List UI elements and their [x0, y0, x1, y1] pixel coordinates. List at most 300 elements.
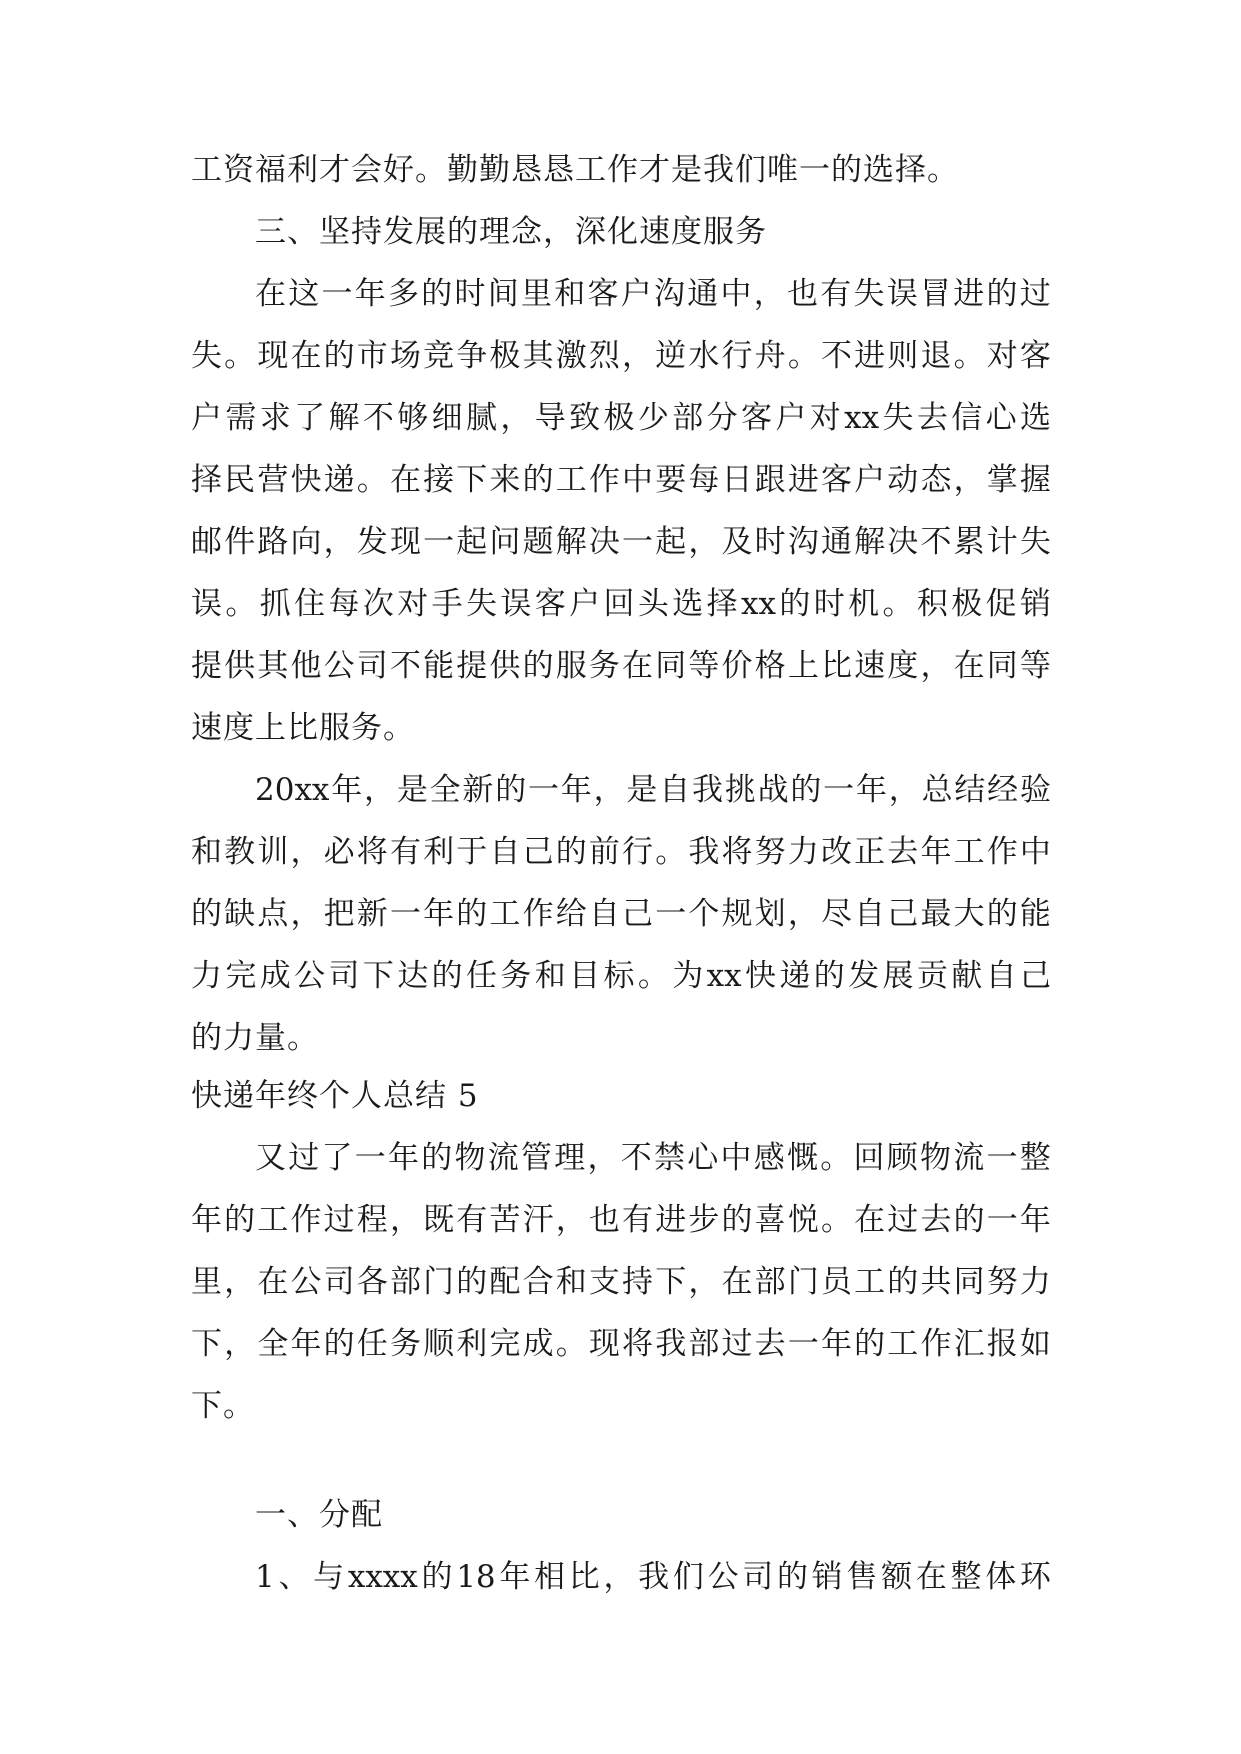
glyph: 的: [421, 1140, 453, 1176]
glyph: 自: [985, 958, 1017, 994]
glyph: 烈: [588, 338, 620, 374]
glyph: 。: [820, 1202, 852, 1238]
glyph: 去: [916, 400, 948, 436]
glyph: 累: [953, 524, 985, 560]
glyph: 在: [622, 648, 654, 684]
glyph: 在: [389, 462, 421, 498]
glyph: 作: [522, 896, 554, 932]
glyph: 年: [855, 772, 887, 808]
glyph: 献: [951, 958, 983, 994]
glyph: 作: [290, 1202, 322, 1238]
glyph: 苦: [489, 1202, 521, 1238]
glyph: 的: [779, 586, 811, 622]
glyph: 通: [820, 524, 852, 560]
glyph: 公: [323, 648, 355, 684]
glyph: 汇: [953, 1326, 985, 1362]
glyph: 。: [224, 338, 256, 374]
glyph: 的: [456, 896, 488, 932]
glyph: 场: [389, 338, 421, 374]
glyph: 对: [397, 586, 429, 622]
glyph: 格: [754, 648, 786, 684]
glyph: 下: [191, 1326, 222, 1362]
glyph: 这: [288, 276, 320, 312]
glyph: ，: [290, 896, 322, 932]
paragraph-line: 下。: [191, 1388, 255, 1424]
paragraph-line: [191, 1324, 1051, 1364]
glyph: 多: [388, 276, 419, 312]
glyph: 了: [294, 400, 326, 436]
glyph: ，: [224, 1326, 256, 1362]
glyph: ，: [587, 1140, 619, 1176]
glyph: 结: [954, 772, 986, 808]
glyph: 是: [396, 772, 428, 808]
glyph: 解: [555, 524, 587, 560]
glyph: 误: [886, 276, 918, 312]
glyph: 全: [257, 1326, 289, 1362]
document-subtitle: 快递年终个人总结 5: [191, 1078, 479, 1114]
glyph: 。: [787, 338, 819, 374]
glyph: 有: [456, 1202, 488, 1238]
glyph: 共: [920, 1264, 952, 1300]
glyph: 掌: [986, 462, 1018, 498]
glyph: ，: [753, 276, 785, 312]
glyph: 里: [191, 1264, 222, 1300]
glyph: 求: [259, 400, 291, 436]
glyph: 退: [920, 338, 952, 374]
glyph: 新: [356, 896, 388, 932]
glyph: 工: [887, 1326, 919, 1362]
glyph: 快: [290, 462, 322, 498]
glyph: 下: [456, 462, 488, 498]
paragraph-line: [191, 646, 1051, 686]
glyph: 额: [881, 1559, 913, 1595]
glyph: 同: [953, 1264, 985, 1300]
glyph: 有: [820, 276, 852, 312]
glyph: 20xx: [255, 772, 330, 808]
glyph: 自: [489, 834, 521, 870]
glyph: 一: [354, 1140, 386, 1176]
glyph: 步: [688, 1202, 720, 1238]
glyph: 一: [655, 896, 687, 932]
glyph: 沟: [654, 276, 685, 312]
glyph: 和: [191, 834, 222, 870]
glyph: 18: [456, 1559, 496, 1595]
glyph: 户: [854, 462, 886, 498]
glyph: 选: [1019, 400, 1051, 436]
glyph: 回: [603, 586, 635, 622]
glyph: 择: [191, 462, 222, 498]
glyph: 过: [1019, 276, 1051, 312]
glyph: 进: [655, 1202, 687, 1238]
glyph: xx: [844, 400, 880, 436]
glyph: ，: [500, 400, 532, 436]
paragraph-line: [191, 398, 1051, 438]
glyph: 教: [224, 834, 256, 870]
paragraph-line: [255, 274, 1051, 314]
paragraph-line: [191, 460, 1051, 500]
paragraph-line: [191, 956, 1051, 996]
glyph: 年: [1019, 1202, 1051, 1238]
glyph: 住: [294, 586, 326, 622]
glyph: 年: [388, 1140, 419, 1176]
glyph: 任: [466, 958, 497, 994]
glyph: 整: [950, 1559, 982, 1595]
glyph: 支: [588, 1264, 620, 1300]
glyph: 进: [854, 338, 886, 374]
glyph: 择: [706, 586, 738, 622]
glyph: 大: [953, 896, 985, 932]
glyph: 他: [290, 648, 322, 684]
paragraph-line: [255, 1557, 1051, 1597]
glyph: 计: [986, 524, 1018, 560]
glyph: 的: [431, 958, 463, 994]
glyph: 前: [588, 834, 620, 870]
glyph: 为: [672, 958, 704, 994]
glyph: 自: [588, 896, 620, 932]
glyph: 决: [887, 524, 919, 560]
glyph: 自: [659, 772, 691, 808]
glyph: 又: [255, 1140, 286, 1176]
glyph: 顺: [423, 1326, 455, 1362]
glyph: 于: [456, 834, 488, 870]
paragraph-line: [255, 1138, 1051, 1178]
glyph: 新: [462, 772, 494, 808]
glyph: 务: [389, 1326, 421, 1362]
glyph: 在: [257, 1264, 289, 1300]
glyph: 行: [622, 834, 654, 870]
glyph: 误: [191, 586, 222, 622]
glyph: 比: [568, 1559, 600, 1595]
paragraph-line: [191, 584, 1051, 624]
glyph: 缺: [224, 896, 256, 932]
glyph: 现: [389, 524, 421, 560]
glyph: 我: [691, 772, 723, 808]
glyph: 一: [986, 1140, 1018, 1176]
glyph: 力: [1019, 1264, 1051, 1300]
glyph: ，: [953, 462, 985, 498]
glyph: 起: [456, 524, 488, 560]
glyph: 工: [854, 1264, 886, 1300]
glyph: 流: [487, 1140, 519, 1176]
glyph: 。: [820, 1140, 852, 1176]
glyph: 物: [454, 1140, 486, 1176]
glyph: 感: [753, 1140, 785, 1176]
glyph: 选: [672, 586, 704, 622]
glyph: 工: [555, 462, 587, 498]
glyph: 的: [495, 772, 527, 808]
glyph: 每: [688, 462, 720, 498]
paragraph-line: [191, 522, 1051, 562]
glyph: 利: [423, 834, 455, 870]
glyph: ，: [593, 772, 625, 808]
glyph: 。: [225, 586, 257, 622]
glyph: 在: [915, 1559, 947, 1595]
glyph: 我: [638, 1559, 670, 1595]
glyph: 禁: [654, 1140, 685, 1176]
glyph: 汗: [522, 1202, 554, 1238]
glyph: 不: [362, 400, 394, 436]
glyph: 去: [920, 1202, 952, 1238]
glyph: 同: [655, 648, 687, 684]
glyph: 极: [489, 338, 521, 374]
glyph: 客: [587, 276, 619, 312]
glyph: 决: [588, 524, 620, 560]
glyph: 在: [255, 276, 286, 312]
glyph: 点: [257, 896, 289, 932]
glyph: 客: [534, 586, 566, 622]
glyph: 己: [522, 834, 554, 870]
glyph: 对: [809, 400, 841, 436]
glyph: 利: [456, 1326, 488, 1362]
glyph: ，: [555, 1202, 587, 1238]
glyph: 时: [754, 524, 786, 560]
glyph: 的: [421, 276, 453, 312]
glyph: 作: [986, 834, 1018, 870]
glyph: 任: [356, 1326, 388, 1362]
glyph: 工: [489, 896, 521, 932]
glyph: 。: [655, 834, 687, 870]
paragraph-line: 的力量。: [191, 1020, 319, 1056]
glyph: 有: [389, 834, 421, 870]
paragraph-line: [255, 770, 1051, 810]
paragraph-line: 速度上比服务。: [191, 710, 415, 746]
glyph: 也: [588, 1202, 620, 1238]
glyph: 向: [290, 524, 322, 560]
glyph: 务: [500, 958, 532, 994]
glyph: 中: [1019, 834, 1051, 870]
glyph: 持: [622, 1264, 654, 1300]
glyph: 积: [916, 586, 948, 622]
glyph: 们: [672, 1559, 704, 1595]
glyph: 贡: [916, 958, 948, 994]
glyph: 跟: [754, 462, 786, 498]
glyph: 流: [953, 1140, 985, 1176]
glyph: 战: [757, 772, 789, 808]
glyph: 。: [356, 462, 388, 498]
glyph: 将: [721, 834, 753, 870]
glyph: xx: [706, 958, 742, 994]
glyph: 顾: [886, 1140, 918, 1176]
glyph: 销: [1019, 586, 1051, 622]
section-heading: 一、分配: [255, 1497, 383, 1533]
glyph: 整: [1019, 1140, 1051, 1176]
glyph: 经: [987, 772, 1019, 808]
glyph: 接: [423, 462, 455, 498]
paragraph-line: [191, 336, 1051, 376]
glyph: 服: [555, 648, 587, 684]
glyph: 邮: [191, 524, 222, 560]
glyph: 心: [687, 1140, 719, 1176]
glyph: 手: [431, 586, 463, 622]
glyph: 过: [887, 1202, 919, 1238]
glyph: 配: [489, 1264, 521, 1300]
glyph: 发: [848, 958, 880, 994]
glyph: 完: [489, 1326, 521, 1362]
glyph: 比: [820, 648, 852, 684]
glyph: 慨: [787, 1140, 818, 1176]
glyph: 己: [622, 896, 654, 932]
glyph: ，: [603, 1559, 635, 1595]
glyph: 起: [655, 524, 687, 560]
glyph: 我: [655, 1326, 687, 1362]
glyph: 价: [721, 648, 753, 684]
glyph: 尽: [820, 896, 852, 932]
glyph: xxxx: [347, 1559, 418, 1595]
glyph: 冒: [920, 276, 951, 312]
glyph: 的: [323, 1326, 355, 1362]
glyph: 过: [288, 1140, 320, 1176]
glyph: 全: [429, 772, 461, 808]
glyph: 的: [191, 896, 222, 932]
glyph: 把: [323, 896, 355, 932]
glyph: 了: [321, 1140, 353, 1176]
glyph: 年: [499, 1559, 531, 1595]
glyph: 误: [500, 586, 532, 622]
glyph: 司: [742, 1559, 774, 1595]
glyph: ，: [389, 1202, 421, 1238]
glyph: 公: [707, 1559, 739, 1595]
glyph: 销: [811, 1559, 843, 1595]
glyph: 年: [560, 772, 592, 808]
glyph: 的: [813, 958, 845, 994]
glyph: 不: [820, 338, 852, 374]
glyph: 喜: [754, 1202, 786, 1238]
glyph: 部: [672, 400, 704, 436]
glyph: 的: [986, 276, 1018, 312]
glyph: 同: [986, 648, 1018, 684]
glyph: 解: [854, 524, 886, 560]
glyph: 失: [853, 276, 885, 312]
glyph: 需: [225, 400, 257, 436]
glyph: 一: [986, 1202, 1018, 1238]
glyph: ，: [323, 524, 355, 560]
glyph: 一: [389, 896, 421, 932]
glyph: 激: [555, 338, 587, 374]
glyph: 员: [820, 1264, 852, 1300]
glyph: 的: [323, 338, 355, 374]
glyph: 解: [328, 400, 360, 436]
glyph: 失: [466, 586, 497, 622]
glyph: 体: [985, 1559, 1017, 1595]
glyph: 客: [1019, 338, 1051, 374]
glyph: 年: [331, 772, 363, 808]
glyph: 分: [706, 400, 738, 436]
glyph: 能: [423, 648, 455, 684]
glyph: 的: [522, 648, 554, 684]
glyph: 力: [191, 958, 222, 994]
glyph: 提: [191, 648, 222, 684]
glyph: 客: [741, 400, 772, 436]
glyph: 在: [953, 648, 985, 684]
glyph: 各: [356, 1264, 388, 1300]
glyph: 的: [224, 1202, 256, 1238]
glyph: 等: [1019, 648, 1051, 684]
glyph: 改: [820, 834, 852, 870]
glyph: 竞: [423, 338, 455, 374]
glyph: 民: [224, 462, 256, 498]
glyph: 部: [688, 1326, 720, 1362]
glyph: 努: [754, 834, 786, 870]
glyph: 日: [721, 462, 753, 498]
glyph: 来: [489, 462, 521, 498]
glyph: 促: [985, 586, 1017, 622]
glyph: 个: [688, 896, 720, 932]
glyph: 程: [356, 1202, 388, 1238]
glyph: ，: [920, 648, 952, 684]
glyph: 够: [397, 400, 429, 436]
glyph: 失: [882, 400, 914, 436]
glyph: 工: [257, 1202, 289, 1238]
glyph: 1: [255, 1559, 275, 1595]
glyph: 头: [637, 586, 669, 622]
glyph: 售: [846, 1559, 878, 1595]
glyph: 的: [776, 1559, 808, 1595]
glyph: 部: [389, 1264, 421, 1300]
glyph: 。: [882, 586, 914, 622]
glyph: xx: [741, 586, 776, 622]
glyph: ，: [787, 896, 819, 932]
glyph: 将: [622, 1326, 654, 1362]
glyph: 时: [454, 276, 486, 312]
glyph: 的: [522, 462, 554, 498]
glyph: 的: [854, 1326, 886, 1362]
glyph: 对: [986, 338, 1018, 374]
glyph: ，: [688, 1264, 720, 1300]
glyph: 训: [257, 834, 289, 870]
glyph: 一: [528, 772, 559, 808]
glyph: 将: [356, 834, 388, 870]
glyph: 司: [356, 648, 388, 684]
glyph: 争: [456, 338, 488, 374]
glyph: 的: [953, 1202, 985, 1238]
glyph: 悦: [787, 1202, 819, 1238]
glyph: 给: [555, 896, 587, 932]
glyph: 管: [521, 1140, 552, 1176]
glyph: 现: [588, 1326, 620, 1362]
glyph: 一: [423, 524, 455, 560]
glyph: 年: [820, 1326, 852, 1362]
glyph: 腻: [466, 400, 497, 436]
glyph: 水: [688, 338, 720, 374]
glyph: 度: [887, 648, 919, 684]
glyph: 在: [721, 1264, 753, 1300]
glyph: 总: [921, 772, 953, 808]
glyph: 过: [323, 1202, 355, 1238]
glyph: 户: [191, 400, 222, 436]
glyph: 如: [1019, 1326, 1051, 1362]
glyph: 上: [787, 648, 819, 684]
glyph: 现: [257, 338, 289, 374]
glyph: ，: [622, 338, 654, 374]
paragraph-line: [191, 1262, 1051, 1302]
glyph: 中: [622, 462, 654, 498]
glyph: 的: [555, 834, 587, 870]
glyph: 不: [620, 1140, 652, 1176]
glyph: 达: [397, 958, 429, 994]
glyph: 中: [720, 276, 752, 312]
glyph: 极: [603, 400, 635, 436]
glyph: 展: [882, 958, 914, 994]
glyph: 报: [986, 1326, 1018, 1362]
glyph: 是: [626, 772, 658, 808]
glyph: 速: [854, 648, 886, 684]
glyph: 与: [313, 1559, 345, 1595]
glyph: 的: [721, 1202, 753, 1238]
glyph: 既: [423, 1202, 455, 1238]
glyph: 年: [354, 276, 386, 312]
glyph: 舟: [754, 338, 786, 374]
section-heading: 三、坚持发展的理念，深化速度服务: [255, 214, 767, 250]
